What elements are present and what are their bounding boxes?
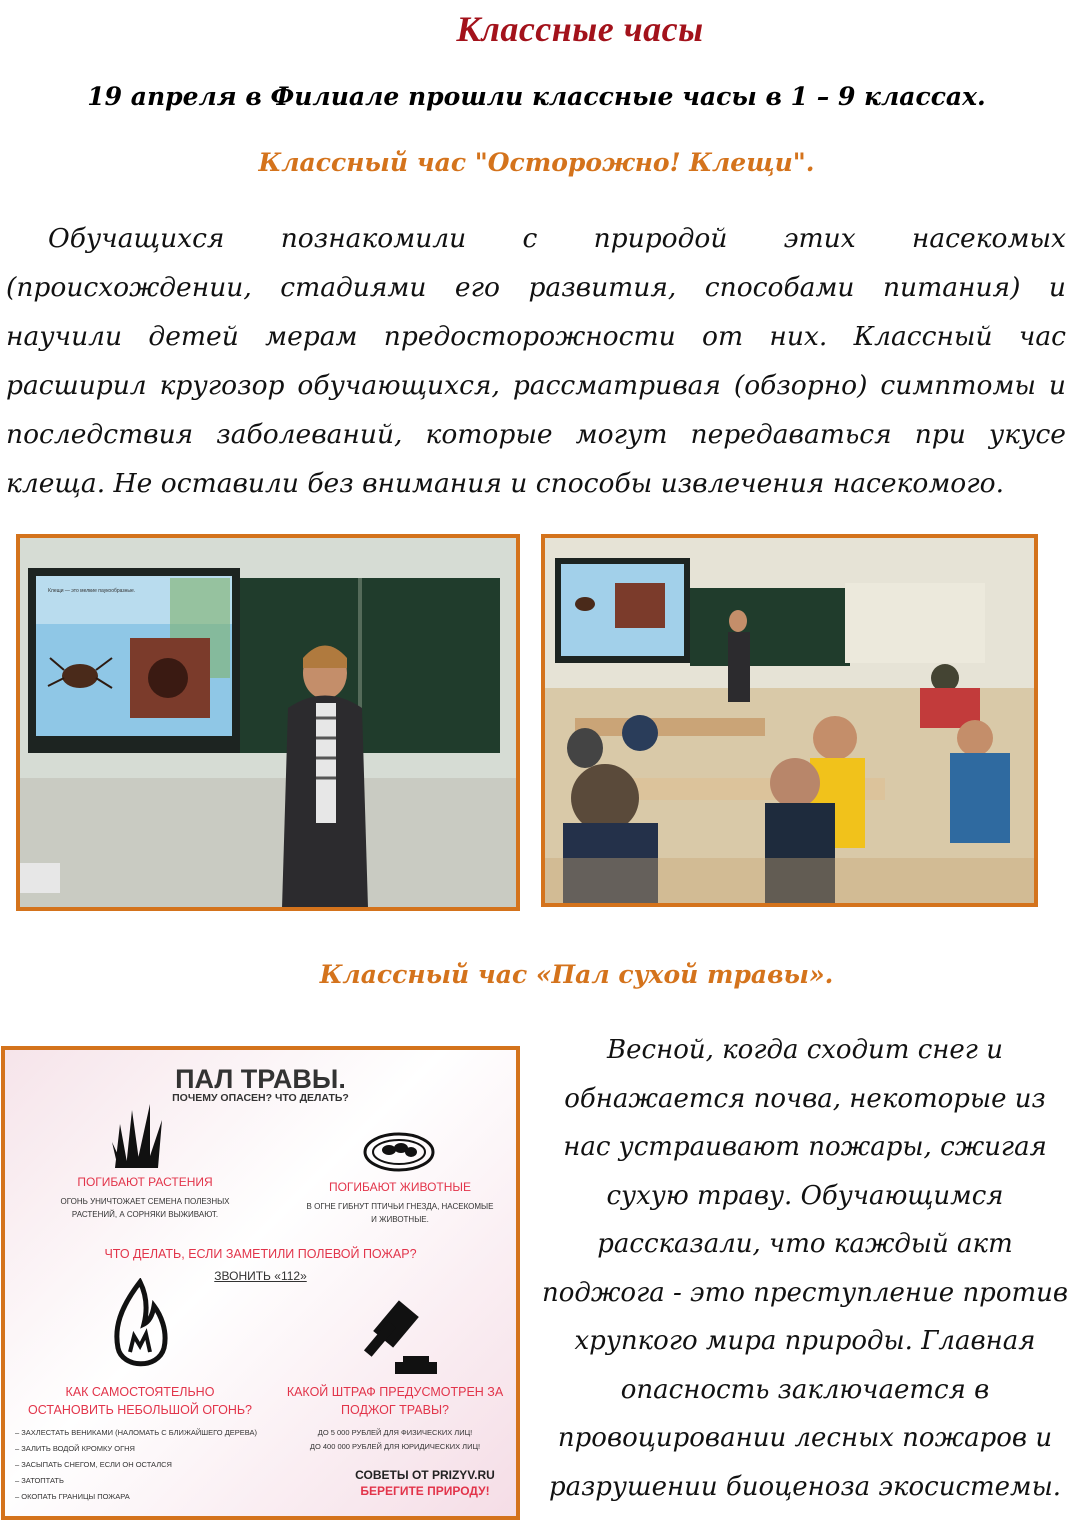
poster-stop-item: – ЗАХЛЕСТАТЬ ВЕНИКАМИ (НАЛОМАТЬ С БЛИЖАЙШЕГО ДЕРЕВА) [15, 1428, 258, 1437]
photo-classroom [541, 534, 1038, 907]
poster-call-112: ЗВОНИТЬ «112» [214, 1269, 307, 1283]
section-heading-grass-fire: Классный час «Пал сухой травы». [319, 960, 834, 989]
poster-animals-text: В ОГНЕ ГИБНУТ ПТИЧЬИ ГНЕЗДА, НАСЕКОМЫЕ И ЖИВОТНЫЕ. [306, 1202, 494, 1224]
poster-stop-item: – ЗАТОПТАТЬ [15, 1476, 64, 1485]
photo-classroom-illustration [545, 538, 1034, 903]
poster-stop-heading: КАК САМОСТОЯТЕЛЬНО ОСТАНОВИТЬ НЕБОЛЬШОЙ ОГОНЬ? [27, 1385, 253, 1417]
poster-title: ПАЛ ТРАВЫ. [175, 1064, 346, 1094]
slide-text: Клещи — это мелкие паукообразные. [48, 588, 136, 594]
fire-icon [110, 1278, 170, 1378]
poster-fine-heading: КАКОЙ ШТРАФ ПРЕДУСМОТРЕН ЗА ПОДЖОГ ТРАВЫ? [286, 1385, 504, 1417]
photo-teacher-at-board [16, 534, 520, 911]
page-title: Классные часы [456, 9, 704, 49]
paragraph-ticks: Обучащихся познакомили с природой этих насекомых (происхождении, стадиями его развития, способами питания) и научили детей мерам предосторожности от них. Классный час расширил кругозор обучающихся, рассматривая (обзорно) симптомы и последствия заболеваний, которые могут передаваться при укусе клеща. Не оставили без внимания и способы извлечения насекомого. [6, 223, 1066, 499]
poster-plants-text: ОГОНЬ УНИЧТОЖАЕТ СЕМЕНА ПОЛЕЗНЫХ РАСТЕНИЙ, А СОРНЯКИ ВЫЖИВАЮТ. [60, 1197, 230, 1219]
gavel-icon [355, 1300, 445, 1378]
poster-subtitle: ПОЧЕМУ ОПАСЕН? ЧТО ДЕЛАТЬ? [172, 1092, 349, 1104]
poster-stop-item: – ОКОПАТЬ ГРАНИЦЫ ПОЖАРА [15, 1492, 130, 1501]
poster-plants-heading: ПОГИБАЮТ РАСТЕНИЯ [77, 1175, 213, 1189]
photo-teacher-illustration [20, 538, 516, 907]
poster-question: ЧТО ДЕЛАТЬ, ЕСЛИ ЗАМЕТИЛИ ПОЛЕВОЙ ПОЖАР? [104, 1247, 417, 1261]
section-heading-ticks: Классный час "Осторожно! Клещи". [258, 148, 815, 177]
poster-animals-heading: ПОГИБАЮТ ЖИВОТНЫЕ [328, 1180, 472, 1194]
poster-footer-slogan: БЕРЕГИТЕ ПРИРОДУ! [360, 1484, 490, 1498]
poster-fine-legal: ДО 400 000 РУБЛЕЙ ДЛЯ ЮРИДИЧЕСКИХ ЛИЦ! [309, 1442, 481, 1451]
poster-fine-individual: ДО 5 000 РУБЛЕЙ ДЛЯ ФИЗИЧЕСКИХ ЛИЦ! [317, 1428, 473, 1437]
poster-stop-item: – ЗАЛИТЬ ВОДОЙ КРОМКУ ОГНЯ [15, 1444, 135, 1453]
poster-stop-item: – ЗАСЫПАТЬ СНЕГОМ, ЕСЛИ ОН ОСТАЛСЯ [15, 1460, 172, 1469]
paragraph-grass-fire: Весной, когда сходит снег и обнажается почва, некоторые из нас устраивают пожары, сжигая сухую траву. Обучающимся рассказали, что каждый акт поджога - это преступление против хрупкого мира природы. Главная опасность заключается в провоцировании лесных пожаров и разрушении биоценоза экосистемы. [541, 1035, 1069, 1502]
nest-icon [363, 1128, 435, 1172]
poster-footer-source: СОВЕТЫ ОТ PRIZYV.RU [355, 1468, 495, 1482]
page-subtitle: 19 апреля в Филиале прошли классные часы в 1 – 9 классах. [87, 82, 986, 111]
grass-fire-poster [1, 1046, 520, 1520]
poster-stop-list [15, 1425, 275, 1505]
grass-icon [110, 1102, 170, 1170]
